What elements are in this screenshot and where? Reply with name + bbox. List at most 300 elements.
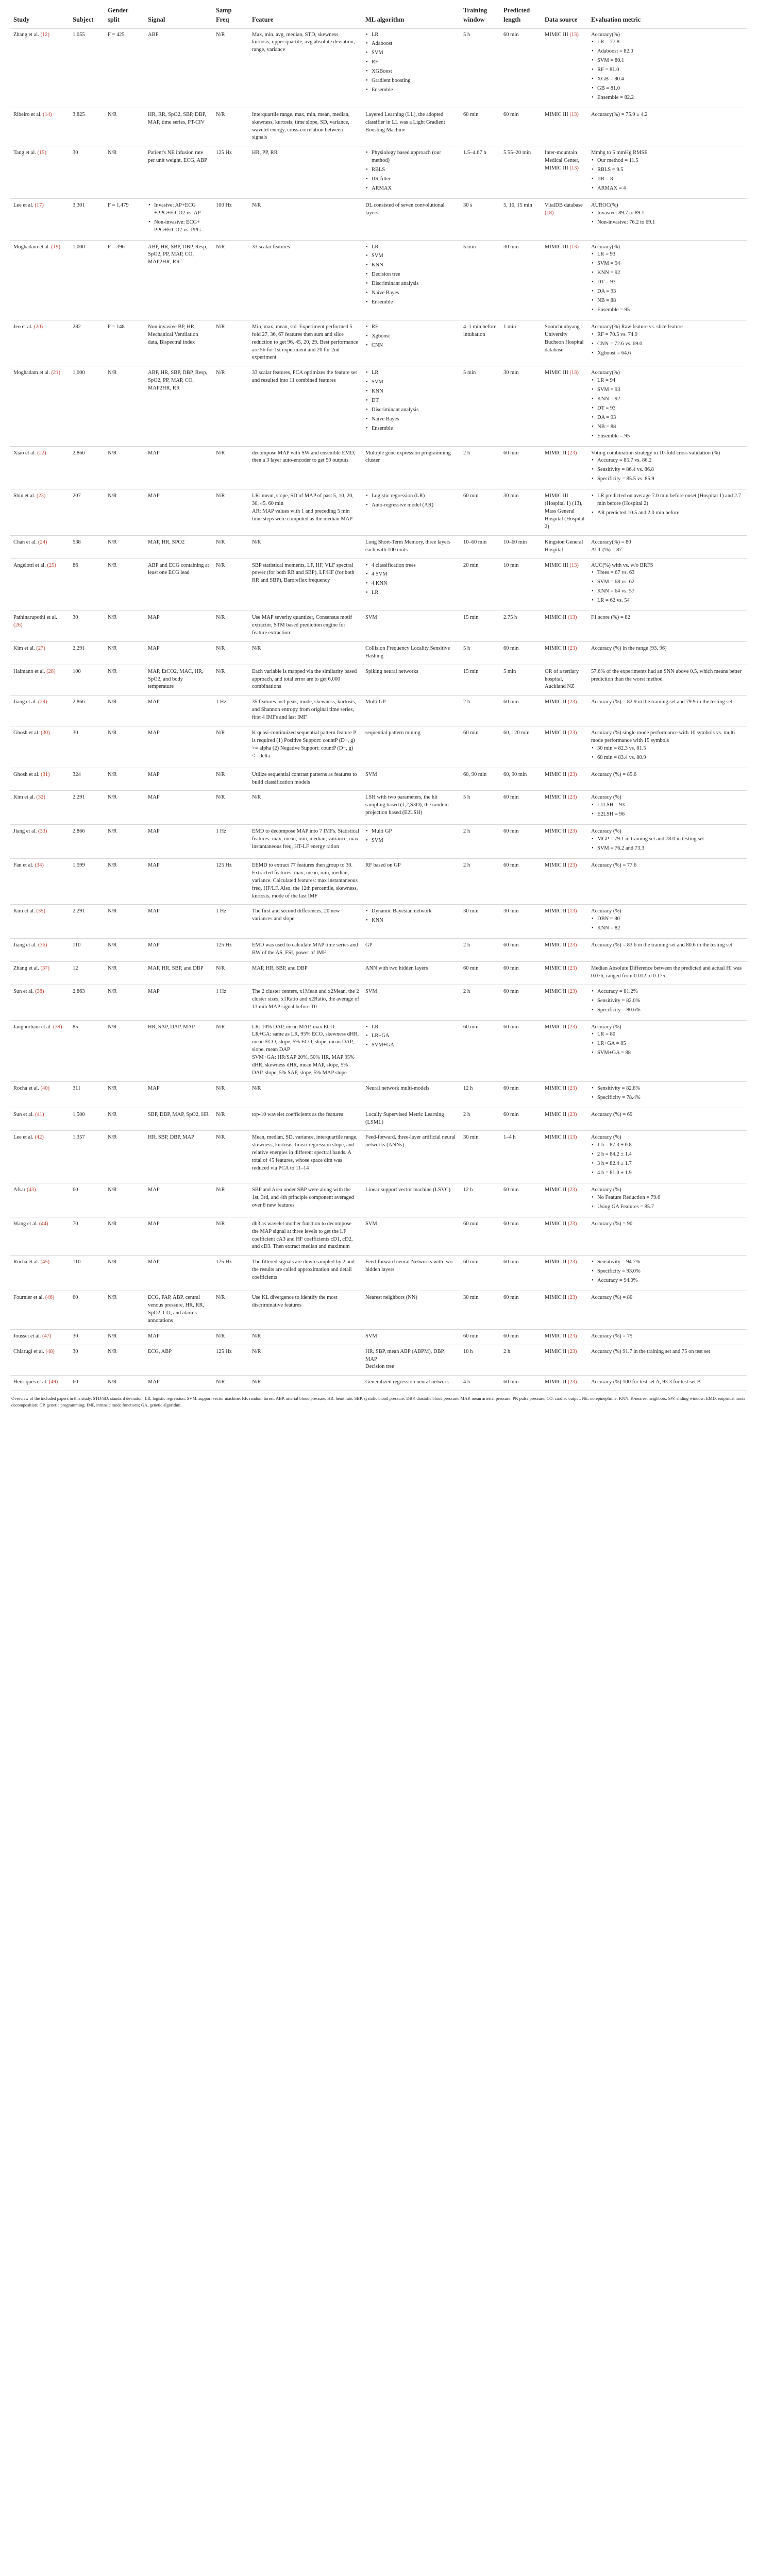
evaluation-metric-cell [588,489,747,536]
gender-cell: N/R [105,939,145,962]
data-source-reference-link[interactable]: (13) [567,615,577,621]
bullet-list [591,210,744,227]
ml-item: • DT [372,397,457,405]
predicted-length-cell: 60 min [500,939,542,962]
gender-cell: N/R [105,611,145,642]
training-window-cell: 2 h [460,939,500,962]
table-row [10,535,747,558]
reference-link[interactable]: (27) [36,645,45,651]
predicted-length-cell: 5 min [500,665,542,696]
gender-cell: N/R [105,768,145,791]
data-source-reference-link[interactable]: (18) [545,210,554,216]
ml-text: Feed-forward neural Networks with two hidden layers [365,1259,453,1273]
evaluation-metric-cell [588,558,747,611]
study-cell [10,696,70,726]
feature-cell: Each variable is mapped via the similarity based approach, and total error are to get 6,000 combinations [249,665,362,696]
data-source-reference-link[interactable]: (23) [567,828,577,835]
feature-cell: EEMD to extract 77 features then group to 30. Extracted features: max, mean, min, median, variance. Calculated features: max instantaneous freq, HF/LF. Also, the 12th percentile, skewness, kurtosis, mode of the last IMF [249,858,362,905]
gender-cell: N/R [105,1345,145,1376]
table-row [10,1217,747,1256]
data-source-name: MIMIC II [545,450,567,456]
study-author: Sun et al. [13,988,35,994]
reference-link[interactable]: (49) [48,1379,58,1385]
ml-algorithm-cell [362,726,460,768]
data-source-cell [542,1291,588,1330]
training-window-cell: 10 h [460,1345,500,1376]
data-source-reference-link[interactable]: (23) [567,1221,577,1227]
reference-link[interactable]: (44) [39,1221,48,1227]
data-source-name: Inter-mountain Medical Center, MIMIC III [545,150,580,172]
ml-algorithm-cell [362,1183,460,1217]
data-source-reference-link[interactable]: (13) [569,31,579,38]
ml-algorithm-cell [362,1131,460,1183]
data-source-cell [542,939,588,962]
samp-freq-cell: 1 Hz [213,825,249,859]
data-source-name: MIMIC II [545,828,567,835]
subject-cell: 207 [70,489,105,536]
study-author: Moghadam et al. [13,244,52,250]
subject-cell: 2,863 [70,985,105,1020]
data-source-name: OR of a tertiary hospital, Auckland NZ [545,668,579,690]
reference-link[interactable]: (45) [40,1259,49,1265]
ml-text: SVM [365,771,377,777]
data-source-cell [542,985,588,1020]
samp-freq-cell: N/R [213,535,249,558]
data-source-reference-link[interactable]: (13) [567,908,577,914]
ml-text: Multiple gene expression programming cluster [365,450,451,464]
bullet-item: • Invasive: AP+ECG +PPG+EtCO2 vs. AP [154,202,210,217]
data-source-cell [542,665,588,696]
bullet-item: • LR = 94 [597,377,744,385]
data-source-reference-link[interactable]: (23) [567,794,577,801]
training-window-cell: 2 h [460,696,500,726]
cell-line: AUC(%) = 87 [591,547,622,553]
bullet-item: • DA = 93 [597,414,744,422]
training-window-cell: 5 h [460,791,500,825]
ml-item: • Ensemble [372,87,457,94]
table-row [10,198,747,240]
reference-link[interactable]: (34) [35,862,44,868]
data-source-cell [542,1020,588,1081]
subject-cell: 30 [70,146,105,199]
study-author: Fan et al. [13,862,35,868]
feature-cell: The 2 cluster centers, x1Mean and x2Mean, the 2 cluster sizes, x1Ratio and x2Ratio, the average of 13 min MAP signal before T0 [249,985,362,1020]
reference-link[interactable]: (40) [40,1085,49,1091]
column-header-subject: Subject [70,4,105,28]
gender-cell: N/R [105,905,145,939]
subject-cell: 1,055 [70,28,105,108]
ml-item: • RF [372,59,457,66]
study-author: Jousset et al. [13,1333,42,1339]
data-source-cell [542,446,588,489]
reference-link[interactable]: (39) [53,1024,62,1030]
evaluation-metric-cell: Median Absolute Difference between the predicted and actual HI was 0.076, ranged from 0.012 to 0.175 [588,961,747,985]
samp-freq-cell: N/R [213,1081,249,1108]
ml-text: RF based on GP [365,862,401,868]
feature-cell: N/R [249,198,362,240]
predicted-length-cell: 2 h [500,1345,542,1376]
bullet-item: • Accuracy = 94.0% [597,1277,744,1285]
ml-text: HR, SBP, mean ABP (ABPM), DBP, MAP [365,1348,445,1362]
gender-cell: N/R [105,1108,145,1131]
table-row [10,1081,747,1108]
table-row [10,320,747,366]
samp-freq-cell: N/R [213,961,249,985]
reference-link[interactable]: (41) [35,1111,44,1117]
study-author: Jeo et al. [13,324,34,330]
reference-link[interactable]: (35) [36,908,45,914]
data-source-name: MIMIC II [545,794,567,801]
reference-link[interactable]: (36) [38,942,47,948]
table-row [10,1020,747,1081]
ml-algorithm-cell [362,535,460,558]
data-source-reference-link[interactable]: (23) [567,645,577,651]
table-row [10,28,747,108]
training-window-cell: 5 h [460,641,500,665]
ml-text: Locally Supervised Metric Learning (LSML) [365,1111,444,1125]
data-source-name: MIMIC II [545,1134,567,1141]
evaluation-metric-cell: Accuracy (%) = 82.9 in the training set and 79.9 in the testing set [588,696,747,726]
signal-cell: HR, RR, SpO2, SBP, DBP, MAP, time series, PT-CIV [145,108,213,146]
reference-link[interactable]: (28) [46,668,56,674]
bullet-item: • RBLS = 9.5 [597,166,744,174]
ml-algorithm-cell [362,1291,460,1330]
samp-freq-cell: N/R [213,320,249,366]
table-body [10,28,747,1391]
gender-cell: F = 396 [105,240,145,320]
evaluation-metric-cell [588,825,747,859]
feature-cell: db3 as wavelet mother function to decompose the MAP signal at three levels to get the LF coefficient cA3 and HF coefficients cD1, cD2, and cD3. Then extract median and maximum [249,1217,362,1256]
training-window-cell: 30 s [460,198,500,240]
bullet-item: • Trees = 67 vs. 63 [597,569,744,577]
study-cell [10,446,70,489]
study-author: Tang et al. [13,150,38,156]
ml-algorithm-cell [362,905,460,939]
data-source-reference-link[interactable]: (23) [567,1111,577,1117]
ml-list [365,149,457,193]
reference-link[interactable]: (33) [38,828,47,835]
review-table [10,4,747,1391]
signal-cell: MAP [145,446,213,489]
predicted-length-cell: 5, 10, 15 min [500,198,542,240]
reference-link[interactable]: (38) [35,988,44,994]
evaluation-metric-cell: Accuracy (%) = 69 [588,1108,747,1131]
table-row [10,1291,747,1330]
predicted-length-cell: 60 min [500,641,542,665]
data-source-reference-link[interactable]: (23) [567,699,577,705]
gender-cell: N/R [105,726,145,768]
reference-link[interactable]: (22) [37,450,46,456]
samp-freq-cell: N/R [213,791,249,825]
reference-link[interactable]: (43) [26,1187,36,1193]
bullet-item: • DT = 93 [597,405,744,413]
reference-link[interactable]: (24) [38,539,47,545]
table-row [10,240,747,320]
table-row [10,446,747,489]
training-window-cell: 4 h [460,1376,500,1391]
subject-cell: 85 [70,1020,105,1081]
data-source-reference-link[interactable]: (13) [569,370,579,376]
data-source-cell [542,641,588,665]
predicted-length-cell: 2.75 h [500,611,542,642]
signal-cell: MAP, EtCO2, MAC, HR, SpO2, and body temperature [145,665,213,696]
study-author: Afsar [13,1187,27,1193]
evaluation-metric-cell [588,791,747,825]
evaluation-metric-cell [588,1020,747,1081]
bullet-item: • Sensitivity = 94.7% [597,1259,744,1266]
bullet-item: • KNN = 64 vs. 57 [597,588,744,596]
data-source-reference-link[interactable]: (13) [569,165,579,172]
study-cell [10,240,70,320]
data-source-reference-link[interactable]: (13) [567,1134,577,1141]
study-cell [10,198,70,240]
data-source-cell [542,1329,588,1345]
data-source-name: MIMIC II [545,1379,567,1385]
feature-cell: decompose MAP with SW and ensemble EMD, then a 3 layer auto-encoder to get 50 outputs [249,446,362,489]
data-source-reference-link[interactable]: (23) [567,450,577,456]
feature-cell: EMD to decompose MAP into 7 IMFs. Statistical features: max, mean, min, median, variance, max instantaneous freq, HT-LF energy ration [249,825,362,859]
bullet-item: • RF = 70.5 vs. 74.9 [597,331,744,339]
ml-item: • 4 classification trees [372,562,457,570]
reference-link[interactable]: (42) [35,1134,44,1141]
ml-item: • Adaboost [372,40,457,48]
training-window-cell: 60 min [460,1256,500,1291]
subject-cell: 282 [70,320,105,366]
bullet-item: • Specificity = 93.0% [597,1268,744,1276]
ml-item: • Xgboost [372,333,457,341]
samp-freq-cell: N/R [213,1131,249,1183]
reference-link[interactable]: (26) [13,622,23,628]
cell-line: LR: mean, slope, SD of MAP of past 5, 10, 20, 30, 45, 60 min [252,493,354,507]
signal-cell: MAP [145,726,213,768]
study-author: Rocha et al. [13,1259,41,1265]
gender-cell: N/R [105,791,145,825]
ml-list [365,369,457,432]
ml-algorithm-cell [362,1217,460,1256]
ml-text: Collision Frequency Locality Sensitive Hashing [365,645,450,659]
table-row [10,696,747,726]
bullet-item: • SVM = 76.2 and 73.3 [597,845,744,853]
evaluation-metric-cell [588,1131,747,1183]
data-source-name: MIMIC II [545,1333,567,1339]
reference-link[interactable]: (21) [51,370,60,376]
ml-item: • SVM [372,252,457,260]
signal-cell: MAP [145,1081,213,1108]
data-source-reference-link[interactable]: (23) [567,1187,577,1193]
data-source-reference-link[interactable]: (23) [567,1379,577,1385]
samp-freq-cell: 125 Hz [213,1256,249,1291]
ml-list [365,324,457,350]
training-window-cell: 60 min [460,961,500,985]
data-source-reference-link[interactable]: (23) [567,1295,577,1301]
data-source-reference-link[interactable]: (13) [569,111,579,117]
bullet-list [591,157,744,193]
data-source-name: MIMIC II [545,988,567,994]
signal-cell: MAP [145,696,213,726]
reference-link[interactable]: (32) [36,794,45,801]
bullet-item: • Specificity = 80.6% [597,1007,744,1014]
samp-freq-cell: 1 Hz [213,696,249,726]
samp-freq-cell: N/R [213,1020,249,1081]
predicted-length-cell: 60 min [500,858,542,905]
reference-link[interactable]: (48) [45,1348,55,1354]
bullet-list [591,916,744,933]
data-source-reference-link[interactable]: (23) [567,1024,577,1030]
samp-freq-cell: 1 Hz [213,905,249,939]
data-source-reference-link[interactable]: (13) [569,562,579,568]
reference-link[interactable]: (15) [37,150,46,156]
feature-cell: SBP statistical moments, LF, HF, VLF spectral power (for both RR and SBP), LF/HF (for both RR and SBP), Baroreflex frequency [249,558,362,611]
reference-link[interactable]: (25) [47,562,56,568]
ml-algorithm-cell [362,1020,460,1081]
ml-text-secondary: Decision tree [365,1364,394,1370]
study-cell [10,489,70,536]
samp-freq-cell: 1 Hz [213,985,249,1020]
data-source-reference-link[interactable]: (23) [567,942,577,948]
reference-link[interactable]: (12) [40,31,49,38]
bullet-item: • NB = 88 [597,423,744,431]
samp-freq-cell: N/R [213,489,249,536]
ml-item: • Discriminant analysis [372,406,457,414]
table-row [10,939,747,962]
bullet-item: • LR predicted on average 7.0 min before onset (Hospital 1) and 2.7 min before (Hospital 2) [597,493,744,508]
ml-algorithm-cell [362,489,460,536]
ml-item: • 4 KNN [372,580,457,588]
study-cell [10,858,70,905]
column-header-ml-algorithm: ML algorithm [362,4,460,28]
ml-item: • LR [372,1024,457,1031]
bullet-item: • Adaboost = 82.0 [597,48,744,56]
data-source-cell [542,1081,588,1108]
reference-link[interactable]: (47) [42,1333,52,1339]
training-window-cell: 2 h [460,985,500,1020]
data-source-cell [542,825,588,859]
study-cell [10,1291,70,1330]
study-author: Ghosh et al. [13,730,41,736]
training-window-cell: 60 min [460,108,500,146]
table-row [10,1183,747,1217]
reference-link[interactable]: (37) [40,965,49,971]
evaluation-metric-cell [588,198,747,240]
data-source-reference-link[interactable]: (13) [569,244,579,250]
ml-item: • SVM [372,49,457,57]
data-source-name: Soonchunhyang University Bucheon Hospital database [545,324,584,353]
training-window-cell: 5 h [460,28,500,108]
data-source-reference-link[interactable]: (23) [567,730,577,736]
reference-link[interactable]: (29) [38,699,47,705]
reference-link[interactable]: (17) [35,202,44,208]
signal-cell: MAP [145,768,213,791]
bullet-item: • Our method = 11.5 [597,157,744,165]
gender-cell: F = 148 [105,320,145,366]
bullet-item: • LR = 77.8 [597,39,744,46]
ml-algorithm-cell [362,28,460,108]
predicted-length-cell: 60 min [500,825,542,859]
study-cell [10,108,70,146]
reference-link[interactable]: (31) [41,771,50,777]
samp-freq-cell: N/R [213,611,249,642]
ml-item: • Gradient boosting [372,77,457,85]
table-row [10,1376,747,1391]
data-source-reference-link[interactable]: (23) [567,965,577,971]
cell-line: Mmhg to 5 mmHg RMSE [591,150,648,156]
reference-link[interactable]: (46) [45,1295,55,1301]
ml-algorithm-cell [362,696,460,726]
data-source-reference-link[interactable]: (23) [567,1259,577,1265]
table-row [10,1345,747,1376]
column-header-study: Study [10,4,70,28]
data-source-reference-link[interactable]: (23) [567,771,577,777]
data-source-cell [542,320,588,366]
feature-cell: N/R [249,641,362,665]
training-window-cell: 60 min [460,1217,500,1256]
reference-link[interactable]: (19) [51,244,60,250]
data-source-reference-link[interactable]: (23) [567,1333,577,1339]
cell-line: Accuracy (%) [591,828,621,835]
column-header-data-source: Data source [542,4,588,28]
predicted-length-cell: 60 min [500,1291,542,1330]
bullet-item: • Invasive: 89.7 to 89.1 [597,210,744,217]
bullet-list [591,1194,744,1211]
ml-algorithm-cell [362,146,460,199]
predicted-length-cell: 60 min [500,1376,542,1391]
samp-freq-cell: 125 Hz [213,858,249,905]
predicted-length-cell: 60 min [500,1020,542,1081]
signal-cell: ABP, HR, SBP, DBP, Resp, SpO2, PP, MAP, CO, MAP2HR, RR [145,240,213,320]
bullet-list [591,745,744,762]
ml-text: sequential pattern mining [365,730,420,736]
ml-algorithm-cell [362,1345,460,1376]
bullet-item: • SVM+GA = 88 [597,1049,744,1057]
cell-line: SVM+GA: HR/SAP 20%, 50% HR, MAP 95% dHR, skewness dHR, mean MAP, slope, 5% DAP, slope, 5% SAP, slope, 5% MAP slope [252,1055,355,1076]
feature-cell: 33 scalar features [249,240,362,320]
ml-algorithm-cell [362,939,460,962]
evaluation-metric-cell [588,28,747,108]
predicted-length-cell: 60, 90 min [500,768,542,791]
data-source-reference-link[interactable]: (23) [567,1348,577,1354]
gender-cell: N/R [105,489,145,536]
data-source-cell [542,1256,588,1291]
reference-link[interactable]: (30) [41,730,50,736]
samp-freq-cell: N/R [213,1108,249,1131]
training-window-cell: 4–1 min before intubation [460,320,500,366]
data-source-reference-link[interactable]: (23) [567,862,577,868]
subject-cell: 60 [70,1376,105,1391]
data-source-reference-link[interactable]: (23) [567,1085,577,1091]
evaluation-metric-cell: Accuracy (%) in the range (93, 96) [588,641,747,665]
training-window-cell: 30 min [460,1131,500,1183]
reference-link[interactable]: (23) [36,493,46,499]
study-cell [10,1376,70,1391]
ml-algorithm-cell [362,1108,460,1131]
cell-line: Voting combination strategy in 10-fold cross validation (%) [591,450,720,456]
data-source-reference-link[interactable]: (23) [567,988,577,994]
bullet-item: • 3 h = 82.4 ± 1.7 [597,1160,744,1168]
bullet-list [591,569,744,605]
reference-link[interactable]: (14) [43,111,52,117]
evaluation-metric-cell [588,1081,747,1108]
bullet-item: • 2 h = 84.2 ± 1.4 [597,1151,744,1159]
bullet-list [591,1259,744,1285]
reference-link[interactable]: (20) [33,324,43,330]
samp-freq-cell: N/R [213,446,249,489]
ml-algorithm-cell [362,108,460,146]
ml-algorithm-cell [362,446,460,489]
signal-cell: ECG, ABP [145,1345,213,1376]
evaluation-metric-cell: Accuracy (%) = 90 [588,1217,747,1256]
ml-item: • Dynamic Bayesian network [372,908,457,916]
ml-text: SVM [365,615,377,621]
